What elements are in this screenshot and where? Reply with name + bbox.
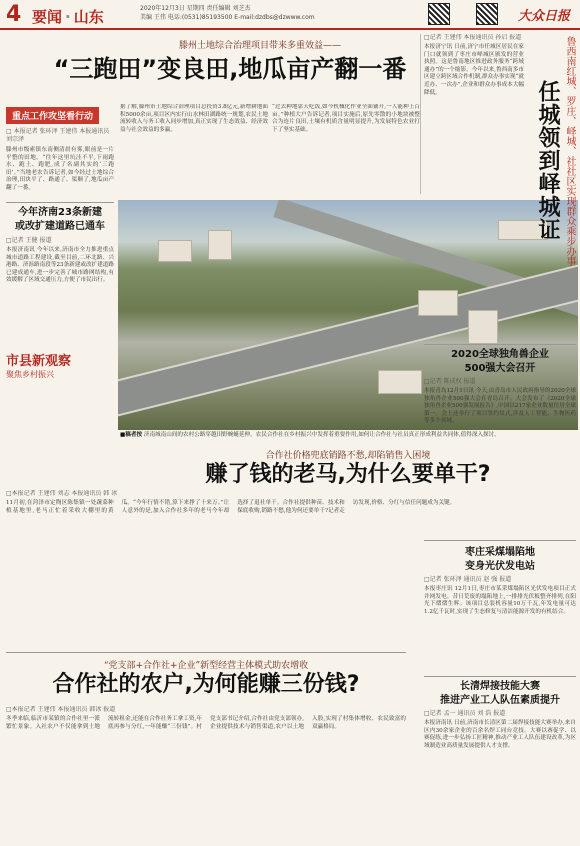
unicorn-headline-line-1: 2020全球独角兽企业: [451, 349, 549, 360]
welding-headline-line-2: 推进产业工人队伍素质提升: [440, 695, 560, 706]
right-body: 本报济宁讯 日前,济宁市任城区居民在家门口就领到了枣庄市峄城区颁发的营业执照。这是鲁南地区推进政务服务“跨域通办”的一个缩影。今年以来,鲁西南多市区建立跨区域合作机制,群众办事实现“就近办、一次办”,企业和群众办事成本大幅降低。: [424, 44, 524, 96]
feature-tag: 聚焦乡村振兴: [6, 370, 54, 379]
roads-body: 本报济南讯 今年以来,济南市全力推进重点城市道路工程建设,截至目前,二环北路、兴港路、济泺路南段等23条新建或改扩建道路已建成通车,进一步完善了城市路网结构,有效缓解了区域交通压力,方便了市民出行。: [6, 247, 114, 284]
unicorn-byline: □记者 陈成权 报道: [424, 378, 476, 385]
right-byline: □记者 王建伟 本报通讯员 孙启 报道: [424, 34, 522, 41]
welding-story: [424, 680, 576, 844]
coop-headline: 合作社的农户,为何能赚三份钱?: [52, 672, 360, 697]
feature-byline: □本报记者 王建伟 刘志 本报通讯员 韩 冰: [6, 490, 118, 497]
coop-body: 冬季来临,临沂市某镇的合作社里一派繁忙景象。入社农户不仅能拿到土地流转租金,还能在合作社务工拿工资,年底再参与分红,一年能赚“三份钱”。村党支部书记介绍,合作社由党支部领办,企业提供技术与销售渠道,农户以土地入股,实现了村集体增收、农民致富的双赢格局。: [6, 716, 406, 730]
feature-badge: 市县新观察: [6, 354, 72, 369]
page-number: 4: [6, 2, 22, 27]
feature-kicker: 合作社价格兜底销路不愁,却陷销售入困境: [265, 451, 431, 461]
lead-body-3: “过去种地靠天吃饭,如今机械化作业全面铺开,一人能种上百亩。”种植大户告诉记者,项目实施后,原先零散的小地块被整合为连片良田,土壤有机质含量明显提升,为发展特色农业打下了坚实基础。: [272, 104, 420, 133]
solar-headline-line-1: 枣庄采煤塌陷地: [465, 547, 535, 558]
newspaper-logo: 大众日报: [518, 9, 571, 24]
edition-contact-line: 美编 王伟 电话:(0531)85193500 E-mail:dzdbs@dzwww.com: [140, 14, 315, 21]
solar-byline: □记者 张环泽 通讯员 赵 强 报道: [424, 576, 512, 583]
lead-col-1: [6, 104, 114, 200]
coop-kicker: “党支部+合作社+企业”新型经营主体模式助农增收: [103, 661, 309, 671]
section-region: 山东: [73, 8, 104, 26]
caption-label: ■稿者按: [120, 432, 143, 438]
welding-headline-line-1: 长清焊接技能大赛: [460, 681, 540, 692]
lead-col-2: [120, 104, 268, 200]
unicorn-headline-line-2: 500强大会召开: [464, 363, 536, 374]
feature-badge-block: [6, 350, 114, 390]
edition-date-line: 2020年12月3日 星期四 责任编辑 刘芝杰: [140, 5, 251, 12]
roads-headline-line-1: 今年济南23条新建: [18, 207, 102, 218]
unicorn-story: [424, 348, 576, 438]
lead-headline: “三跑田”变良田,地瓜亩产翻一番: [53, 55, 407, 83]
right-story-text: [424, 34, 524, 344]
masthead: [0, 0, 580, 30]
roads-byline: □记者 王健 报道: [6, 237, 52, 244]
lead-kicker: 滕州土地综合治理项目带来多重效益——: [178, 41, 341, 51]
lead-body-2: 据了解,滕州市土地综合治理项目总投资3.8亿元,新增耕地面积5000余亩,项目区内实行山水林田湖路统一规划,农民土地流转收入与务工收入同步增加,真正实现了生态效益、经济效益与社会效益的多赢。: [120, 104, 268, 133]
feature-headline: 赚了钱的老马,为什么要单干?: [205, 462, 491, 487]
right-headline-vertical: 任城领到峄城证: [535, 80, 560, 241]
lead-col-3: [272, 104, 420, 200]
caption-text: 济南城南山间的农村公路穿越田野蜿蜒延伸。农民合作社在乡村振兴中发挥着重要作用,如何让合作社与社员真正形成利益共同体,值得深入探讨。: [143, 432, 500, 438]
solar-story: [424, 546, 576, 676]
solar-body: 本报枣庄讯 12月1日,枣庄市某采煤塌陷区光伏发电项目正式并网发电。昔日荒废的塌陷地上,一排排光伏板整齐排列,在阳光下熠熠生辉。该项目总装机容量10万千瓦,年发电量可达1.2亿千瓦时,实现了生态修复与清洁能源开发的有机结合。: [424, 586, 576, 615]
qr-code-icon: [428, 3, 450, 25]
section-name: 要闻: [32, 8, 63, 26]
unicorn-body: 本报青岛12月1日讯 今天,由青岛市人民政府指导的2020全球独角兽企业500强大会在青岛召开。大会发布了《2020全球独角兽企业500强发展报告》,中国以217家企业数量位居全球第一。会上还举行了项目签约仪式,涉及人工智能、生物医药等多个领域。: [424, 388, 576, 425]
lead-body-1: 滕州市级索镇东南侧清晨有雾,眼前是一片平整的田地。“往年这里坑洼不平,下雨跑水、跑土、跑肥,成了名副其实的‘三跑田’。”当地老农告诉记者,如今经过土地综合治理,田块平了、路通了、渠顺了,地瓜亩产翻了一番。: [6, 147, 114, 191]
edition-meta: [140, 4, 315, 22]
lead-byline: □ 本报记者 张环泽 王建伟 本报通讯员 刘宗泽: [6, 128, 110, 143]
roads-story: [6, 206, 114, 346]
feature-body: 11月初,在菏泽市定陶区陈集镇一处蔬菜种植基地里,老马正忙着采收大棚里的黄瓜。“今年行情不错,算下来挣了十来万。”让人意外的是,加入合作社多年的老马今年却选择了退社单干。合作社提供种苗、技术和保底收购,销路不愁,他为何还要单干?记者走访发现,价格、分红与信任问题成为关键。: [6, 500, 456, 514]
welding-byline: □记者 孟一 通讯员 刘 浩 报道: [424, 710, 506, 717]
coop-byline: □本报记者 王建伟 本报通讯员 韩冰 报道: [6, 706, 116, 713]
welding-body: 本报济南讯 日前,济南市长清区第二届焊接技能大赛举办,来自区内30余家企业的百余名焊工同台竞技。大赛以赛促学、以赛促练,进一步弘扬工匠精神,推动产业工人队伍建设改革,为区域制造业高质量发展提供人才支撑。: [424, 720, 576, 749]
solar-headline-line-2: 变身光伏发电站: [465, 561, 535, 572]
section-title: 要闻 · 山东: [32, 8, 104, 26]
right-kicker-vertical: 鲁西南红城、罗庄、峄城、社社区实现群众乘步办事: [564, 36, 575, 266]
qr-code-icon: [476, 3, 498, 25]
coop-body-block: [6, 706, 406, 842]
lead-header: [0, 34, 420, 104]
lead-badge: 重点工作攻坚看行动: [6, 107, 99, 124]
roads-headline-line-2: 或改扩建道路已通车: [15, 221, 105, 232]
